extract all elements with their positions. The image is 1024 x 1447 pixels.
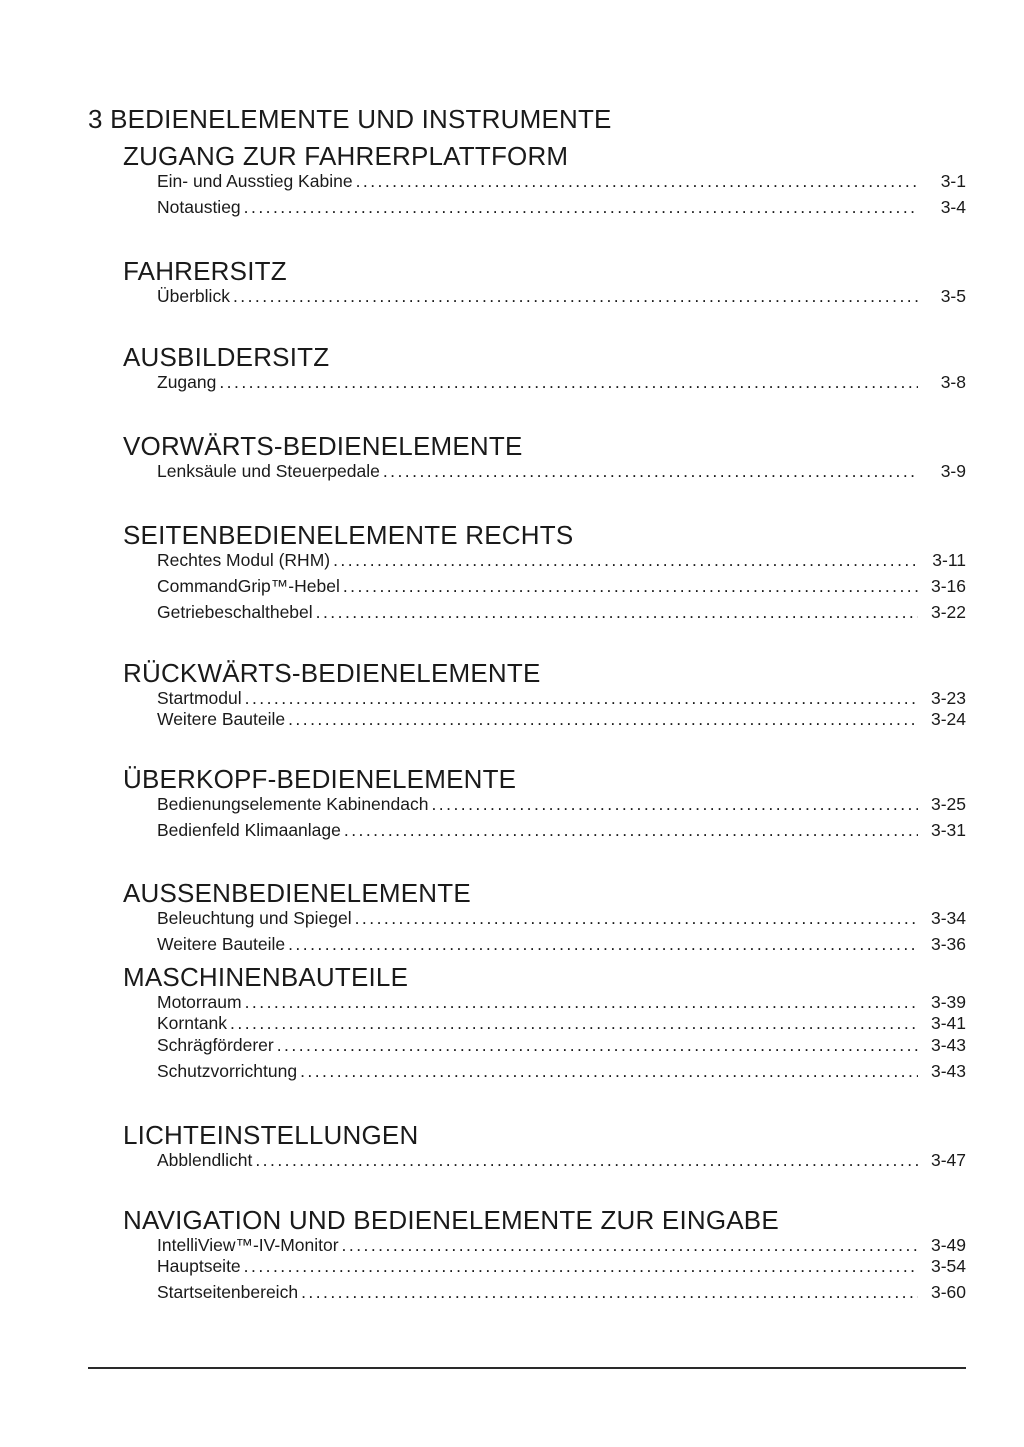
toc-entry-page: 3-31 <box>930 820 966 840</box>
toc-entry-label: Schutzvorrichtung <box>157 1061 298 1081</box>
toc-entry[interactable] <box>157 709 966 730</box>
dot-leader <box>343 576 918 597</box>
dot-leader <box>288 709 918 730</box>
toc-entry-page: 3-49 <box>930 1235 966 1255</box>
dot-leader <box>255 1150 918 1171</box>
dot-leader <box>277 1035 918 1056</box>
toc-entry[interactable] <box>157 372 966 393</box>
section-title: AUSBILDERSITZ <box>123 342 330 372</box>
toc-section <box>123 1206 966 1303</box>
dot-leader <box>245 688 918 709</box>
toc-entry-page: 3-11 <box>932 550 966 570</box>
toc-section <box>123 963 966 1082</box>
toc-entry-page: 3-47 <box>930 1150 966 1170</box>
toc-entry-page: 3-54 <box>930 1256 966 1276</box>
toc-entry-label: Weitere Bauteile <box>157 709 286 729</box>
toc-entry[interactable] <box>157 934 966 955</box>
toc-entry-label: Motorraum <box>157 992 242 1012</box>
toc-entry-label: CommandGrip™-Hebel <box>157 576 340 596</box>
dot-leader <box>316 602 918 623</box>
toc-section <box>123 1121 966 1171</box>
section-title: ÜBERKOPF-BEDIENELEMENTE <box>123 764 517 794</box>
chapter-title: 3 BEDIENELEMENTE UND INSTRUMENTE <box>88 104 612 134</box>
dot-leader <box>244 1256 918 1277</box>
section-title: FAHRERSITZ <box>123 256 287 286</box>
toc-entry-page: 3-22 <box>930 602 966 622</box>
footer-rule <box>88 1367 966 1369</box>
toc-entry-label: Startseitenbereich <box>157 1282 299 1302</box>
toc-entry-label: Rechtes Modul (RHM) <box>157 550 331 570</box>
dot-leader <box>344 820 918 841</box>
dot-leader <box>342 1235 918 1256</box>
toc-section <box>123 521 966 623</box>
section-title: ZUGANG ZUR FAHRERPLATTFORM <box>123 141 569 171</box>
toc-entry-label: Bedienungselemente Kabinendach <box>157 794 429 814</box>
toc-entry[interactable] <box>157 820 966 841</box>
toc-entry[interactable] <box>157 171 966 192</box>
toc-entry-page: 3-9 <box>940 461 966 481</box>
dot-leader <box>431 794 918 815</box>
toc-entry-label: Lenksäule und Steuerpedale <box>157 461 380 481</box>
dot-leader <box>244 197 918 218</box>
toc-section <box>123 343 966 393</box>
toc-section <box>123 765 966 841</box>
dot-leader <box>288 934 918 955</box>
toc-section <box>123 659 966 730</box>
toc-entry-page: 3-36 <box>930 934 966 954</box>
toc-entry-page: 3-8 <box>940 372 966 392</box>
toc-entry-page: 3-4 <box>940 197 966 217</box>
toc-entry-label: Abblendlicht <box>157 1150 253 1170</box>
toc-entry[interactable] <box>157 908 966 929</box>
toc-section <box>123 257 966 307</box>
toc-entry-label: Startmodul <box>157 688 242 708</box>
toc-entry-page: 3-60 <box>930 1282 966 1302</box>
toc-entry-page: 3-16 <box>930 576 966 596</box>
dot-leader <box>356 171 918 192</box>
dot-leader <box>333 550 918 571</box>
toc-entry-label: IntelliView™-IV-Monitor <box>157 1235 339 1255</box>
toc-entry-label: Überblick <box>157 286 230 306</box>
toc-entry-label: Hauptseite <box>157 1256 241 1276</box>
toc-entry-page: 3-25 <box>930 794 966 814</box>
toc-section <box>123 142 966 218</box>
dot-leader <box>301 1282 918 1303</box>
dot-leader <box>219 372 918 393</box>
toc-entry-label: Weitere Bauteile <box>157 934 286 954</box>
section-title: NAVIGATION UND BEDIENELEMENTE ZUR EINGABE <box>123 1205 779 1235</box>
toc-entry-label: Schrägförderer <box>157 1035 274 1055</box>
toc-entry[interactable] <box>157 461 966 482</box>
toc-entry[interactable] <box>157 576 966 597</box>
toc-entry-page: 3-24 <box>930 709 966 729</box>
section-title: SEITENBEDIENELEMENTE RECHTS <box>123 520 574 550</box>
toc-entry[interactable] <box>157 1061 966 1082</box>
toc-entry[interactable] <box>157 550 966 571</box>
toc-section <box>123 432 966 482</box>
toc-entry[interactable] <box>157 992 966 1013</box>
toc-entry[interactable] <box>157 602 966 623</box>
dot-leader <box>230 1013 918 1034</box>
toc-entry-label: Zugang <box>157 372 217 392</box>
dot-leader <box>245 992 918 1013</box>
toc-entry[interactable] <box>157 1013 966 1034</box>
toc-entry[interactable] <box>157 794 966 815</box>
toc-entry-label: Getriebeschalthebel <box>157 602 313 622</box>
toc-entry-page: 3-23 <box>930 688 966 708</box>
section-title: VORWÄRTS-BEDIENELEMENTE <box>123 431 523 461</box>
dot-leader <box>383 461 918 482</box>
toc-entry-page: 3-43 <box>930 1061 966 1081</box>
toc-entry-page: 3-34 <box>930 908 966 928</box>
section-title: RÜCKWÄRTS-BEDIENELEMENTE <box>123 658 541 688</box>
toc-entry[interactable] <box>157 1256 966 1277</box>
toc-entry[interactable] <box>157 688 966 709</box>
section-title: AUSSENBEDIENELEMENTE <box>123 878 471 908</box>
dot-leader <box>233 286 918 307</box>
toc-entry-label: Beleuchtung und Spiegel <box>157 908 352 928</box>
toc-entry-label: Ein- und Ausstieg Kabine <box>157 171 353 191</box>
toc-entry-page: 3-39 <box>930 992 966 1012</box>
toc-entry-page: 3-5 <box>940 286 966 306</box>
toc-section <box>123 879 966 955</box>
dot-leader <box>300 1061 918 1082</box>
toc-entry-label: Bedienfeld Klimaanlage <box>157 820 341 840</box>
toc-entry-label: Korntank <box>157 1013 228 1033</box>
section-title: LICHTEINSTELLUNGEN <box>123 1120 419 1150</box>
toc-entry-page: 3-1 <box>940 171 966 191</box>
toc-entry[interactable] <box>157 197 966 218</box>
dot-leader <box>355 908 918 929</box>
toc-entry[interactable] <box>157 286 966 307</box>
section-title: MASCHINENBAUTEILE <box>123 962 409 992</box>
toc-entry[interactable] <box>157 1150 966 1171</box>
toc-entry-label: Notaustieg <box>157 197 241 217</box>
toc-entry[interactable] <box>157 1282 966 1303</box>
toc-entry[interactable] <box>157 1035 966 1056</box>
toc-entry-page: 3-41 <box>930 1013 966 1033</box>
toc-entry-page: 3-43 <box>930 1035 966 1055</box>
toc-entry[interactable] <box>157 1235 966 1256</box>
